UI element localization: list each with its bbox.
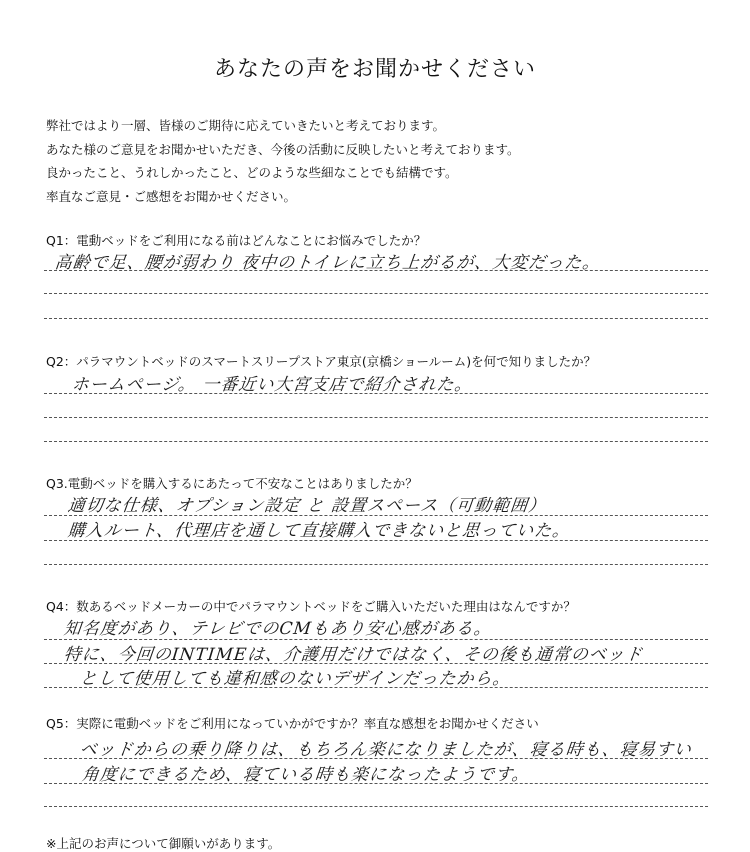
- answer-rule: [44, 806, 708, 807]
- answer-rule: [44, 687, 708, 688]
- answer-rule: [44, 758, 708, 759]
- answer-4-line-1: 知名度があり、テレビでのCMもあり安心感がある。: [62, 619, 493, 639]
- footer-note: ※上記のお声について御願いがあります。: [46, 836, 281, 851]
- question-4-label: Q4：数あるベッドメーカーの中でパラマウントベッドをご購入いただいた理由はなんですか？: [46, 599, 576, 614]
- answer-4-line-2: 特に、今回のINTIMEは、介護用だけではなく、その後も通常のベッド: [62, 645, 644, 665]
- answer-rule: [44, 540, 708, 541]
- answer-rule: [44, 417, 708, 418]
- answer-5-line-2: 角度にできるため、寝ている時も楽になったようです。: [80, 765, 531, 785]
- answer-3-line-2: 購入ルート、代理店を通して直接購入できないと思っていた。: [66, 521, 572, 541]
- answer-rule: [44, 441, 708, 442]
- answer-1-line-1: 高齢で足、腰が弱わり 夜中のトイレに立ち上がるが、大変だった。: [53, 253, 602, 273]
- answer-rule: [44, 639, 708, 640]
- answer-2-line-1: ホームページ。 一番近い大宮支店で紹介された。: [70, 375, 474, 395]
- answer-rule: [44, 393, 708, 394]
- page-title: あなたの声をお聞かせください: [213, 57, 536, 82]
- answer-rule: [44, 318, 708, 319]
- intro-line: 弊社ではより一層、皆様のご期待に応えていきたいと考えております。: [46, 118, 446, 133]
- answer-rule: [44, 663, 708, 664]
- answer-5-line-1: ベッドからの乗り降りは、もちろん楽になりましたが、寝る時も、寝易すい: [78, 740, 693, 760]
- intro-line: 良かったこと、うれしかったこと、どのような些細なことでも結構です。: [46, 165, 458, 180]
- answer-rule: [44, 783, 708, 784]
- intro-text: [46, 114, 520, 208]
- answer-3-line-1: 適切な仕様、オプション設定 と 設置スペース（可動範囲）: [66, 496, 548, 516]
- answer-rule: [44, 270, 708, 271]
- question-2-label: Q2：パラマウントベッドのスマートスリープストア東京(京橋ショールーム)を何で知りましたか？: [46, 354, 597, 369]
- answer-rule: [44, 515, 708, 516]
- intro-line: 率直なご意見・ご感想をお聞かせください。: [46, 188, 297, 204]
- answer-rule: [44, 564, 708, 565]
- question-1-label: Q1：電動ベッドをご利用になる前はどんなことにお悩みでしたか？: [46, 233, 427, 248]
- answer-rule: [44, 293, 708, 294]
- question-3-label: Q3.電動ベッドを購入するにあたって不安なことはありましたか？: [46, 476, 418, 491]
- answer-4-line-3: として使用しても違和感のないデザインだったから。: [78, 669, 512, 689]
- intro-line: あなた様のご意見をお聞かせいただき、今後の活動に反映したいと考えております。: [46, 141, 520, 157]
- question-5-label: Q5：実際に電動ベッドをご利用になっていかがですか？率直な感想をお聞かせください: [46, 716, 539, 731]
